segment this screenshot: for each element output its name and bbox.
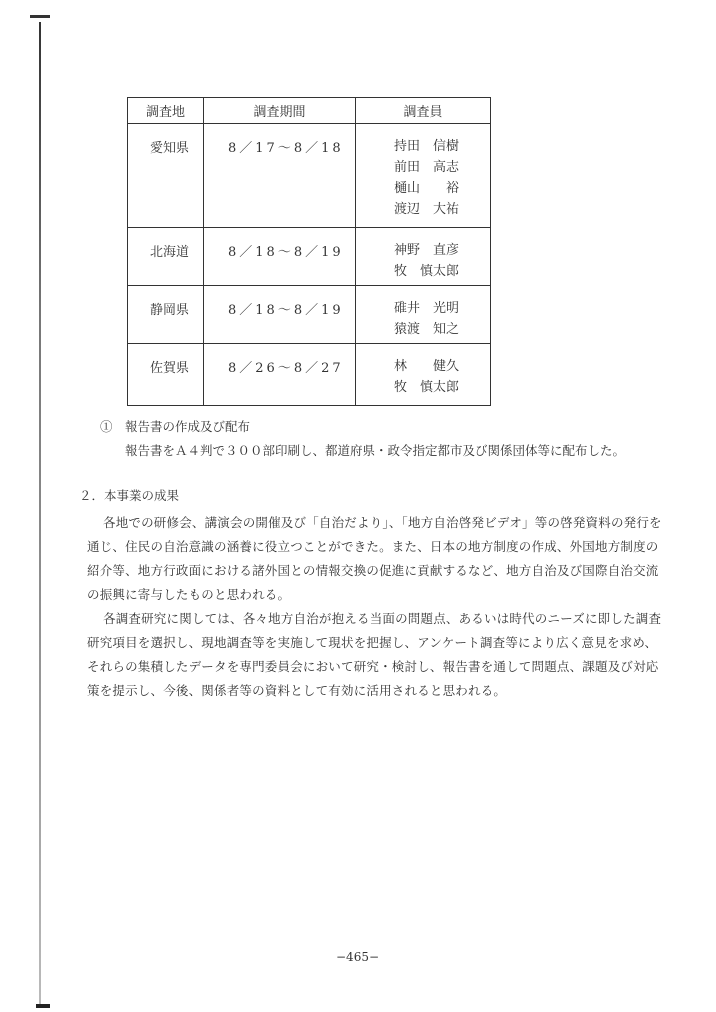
header-staff: 調査員 <box>356 98 491 124</box>
cell-staff <box>356 286 491 344</box>
cell-period: 8／18～8／19 <box>204 286 356 344</box>
table-row <box>128 286 491 344</box>
paragraph-line: の振興に寄与したものと思われる。 <box>87 587 291 602</box>
survey-table <box>127 97 491 406</box>
cell-staff <box>356 124 491 228</box>
staff-name: 前田 高志 <box>394 160 460 175</box>
cell-staff <box>356 228 491 286</box>
cell-staff <box>356 344 491 406</box>
paragraph-line: 策を提示し、今後、関係者等の資料として有効に活用されると思われる。 <box>87 683 507 698</box>
staff-name: 林 健久 <box>394 359 460 374</box>
binding-edge-line <box>39 22 41 1007</box>
table-row <box>128 228 491 286</box>
table-row <box>128 344 491 406</box>
cell-location: 静岡県 <box>128 286 204 344</box>
cell-period: 8／18～8／19 <box>204 228 356 286</box>
cell-period: 8／17～8／18 <box>204 124 356 228</box>
paragraph-line: 研究項目を選択し、現地調査等を実施して現状を把握し、アンケート調査等により広く意見を求め、 <box>87 635 658 650</box>
staff-name: 牧 慎太郎 <box>394 264 460 279</box>
staff-name: 牧 慎太郎 <box>394 380 460 395</box>
header-location: 調査地 <box>128 98 204 124</box>
table-header-row <box>128 98 491 124</box>
paragraph-line: 各調査研究に関しては、各々地方自治が抱える当面の問題点、あるいは時代のニーズに即した調査 <box>103 611 662 626</box>
staff-name: 神野 直彦 <box>394 243 460 258</box>
paragraph-line: 通じ、住民の自治意識の涵養に役立つことができた。また、日本の地方制度の作成、外国地方制度の <box>87 539 659 554</box>
staff-name: 猿渡 知之 <box>394 322 460 337</box>
page-number: −465− <box>336 950 380 964</box>
table-row <box>128 124 491 228</box>
staff-name: 持田 信樹 <box>394 139 460 154</box>
section-2-heading: ２．本事業の成果 <box>79 488 180 503</box>
cell-location: 佐賀県 <box>128 344 204 406</box>
report-body: 報告書をＡ４判で３００部印刷し、都道府県・政令指定都市及び関係団体等に配布した。 <box>125 443 626 458</box>
paragraph-line: 紹介等、地方行政面における諸外国との情報交換の促進に貢献するなど、地方自治及び国際自治交流 <box>87 563 659 578</box>
report-heading: ① 報告書の作成及び配布 <box>100 419 251 434</box>
staff-name: 樋山 裕 <box>394 181 460 196</box>
paragraph-line: それらの集積したデータを専門委員会において研究・検討し、報告書を通して問題点、課題及び対応 <box>87 659 659 674</box>
header-period: 調査期間 <box>204 98 356 124</box>
paragraph-line: 各地での研修会、講演会の開催及び「自治だより」、「地方自治啓発ビデオ」等の啓発資料の発行を <box>103 515 662 530</box>
cell-location: 北海道 <box>128 228 204 286</box>
staff-name: 渡辺 大祐 <box>394 202 460 217</box>
staff-name: 碓井 光明 <box>394 301 460 316</box>
binding-mark-bottom <box>36 1004 50 1008</box>
cell-period: 8／26～8／27 <box>204 344 356 406</box>
cell-location: 愛知県 <box>128 124 204 228</box>
